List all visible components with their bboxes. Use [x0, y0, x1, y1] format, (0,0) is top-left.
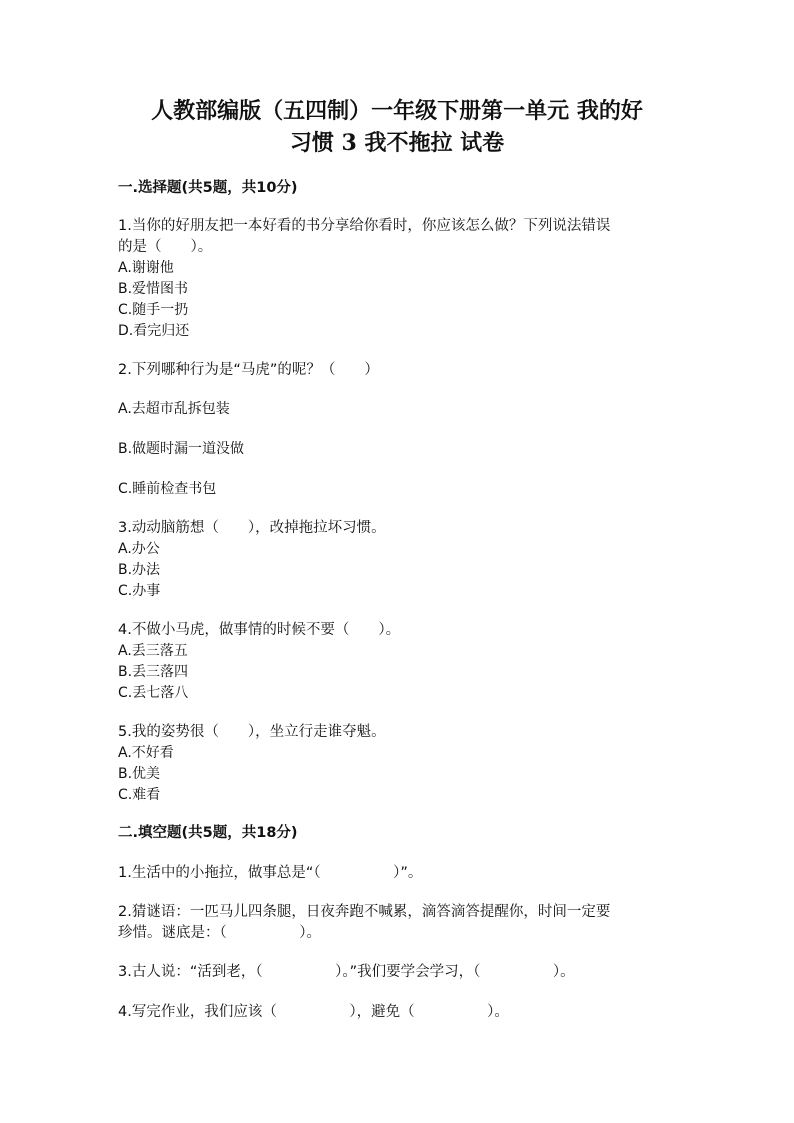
question-1-option-a: A.谢谢他: [118, 260, 174, 276]
fill-question-2: 2.猜谜语：一匹马儿四条腿，日夜奔跑不喊累，滴答滴答提醒你，时间一定要: [118, 904, 611, 920]
question-2-option-b: B.做题时漏一道没做: [118, 441, 245, 457]
question-4-option-b: B.丢三落四: [118, 664, 189, 680]
question-5-option-c: C.难看: [118, 787, 161, 803]
question-5-option-b: B.优美: [118, 766, 161, 782]
question-1-stem: 1.当你的好朋友把一本好看的书分享给你看时，你应该怎么做？下列说法错误: [118, 218, 611, 234]
question-4-stem: 4.不做小马虎，做事情的时候不要（ ）。: [118, 622, 401, 638]
question-5-option-a: A.不好看: [118, 745, 174, 761]
question-1-stem-cont: 的是（ ）。: [118, 239, 213, 255]
question-3-stem: 3.动动脑筋想（ ），改掉拖拉坏习惯。: [118, 520, 386, 536]
question-2-option-c: C.睡前检查书包: [118, 481, 217, 497]
fill-question-1: 1.生活中的小拖拉，做事总是“（ ）”。: [118, 865, 423, 881]
question-4-option-c: C.丢七落八: [118, 685, 189, 701]
question-3-option-b: B.办法: [118, 562, 161, 578]
exam-title-line-2: 习惯 3 我不拖拉 试卷: [289, 130, 505, 156]
fill-question-3: 3.古人说：“活到老，（ ）。”我们要学会学习，（ ）。: [118, 964, 575, 980]
question-3-option-c: C.办事: [118, 583, 161, 599]
question-3-option-a: A.办公: [118, 541, 160, 557]
section-heading-choice: 一.选择题(共5题，共10分): [118, 180, 298, 196]
question-1-option-d: D.看完归还: [118, 323, 190, 339]
section-heading-fill-blank: 二.填空题(共5题，共18分): [118, 825, 298, 841]
question-4-option-a: A.丢三落五: [118, 643, 188, 659]
question-1-option-c: C.随手一扔: [118, 302, 189, 318]
fill-question-4: 4.写完作业，我们应该（ ），避免（ ）。: [118, 1004, 509, 1020]
exam-title: [110, 95, 684, 159]
question-2-stem: 2.下列哪种行为是“马虎”的呢？（ ）: [118, 362, 379, 378]
question-1-option-b: B.爱惜图书: [118, 281, 189, 297]
question-2-option-a: A.去超市乱拆包装: [118, 401, 230, 417]
fill-question-2-cont: 珍惜。谜底是：（ ）。: [118, 925, 321, 941]
exam-title-line-1: 人教部编版（五四制）一年级下册第一单元 我的好: [151, 98, 643, 124]
question-5-stem: 5.我的姿势很（ ），坐立行走谁夺魁。: [118, 724, 386, 740]
